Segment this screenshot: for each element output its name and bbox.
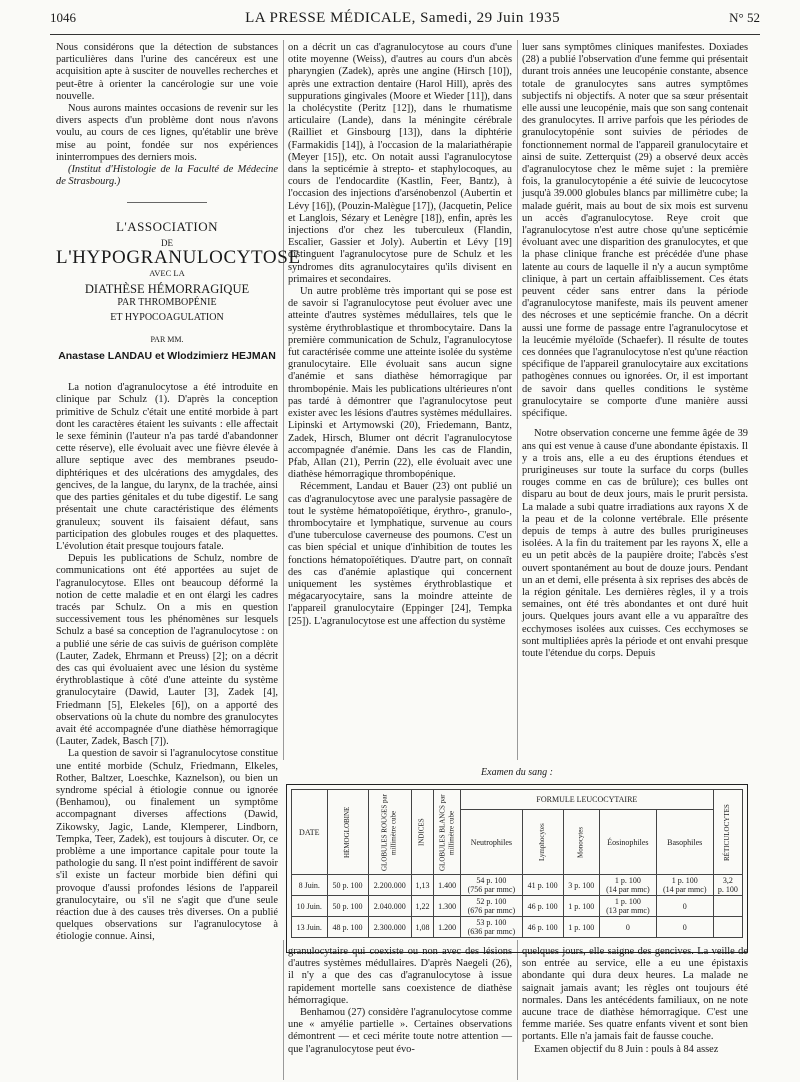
th-globules-blancs: GLOBULES BLANCS par millimètre cube (434, 790, 461, 875)
paragraph: Notre observation concerne une femme âgée de 39 ans qui est venue à cause d'une abondante épistaxis. Il y a trois ans, elle a eu des éruptions étendues et prurigineuses sur toute la surface du corps (bulles rouges comme en cas de brûlure); ces bulles ont disparu au bout de deux jours, mais le prurit persista. La malade a subi quatre irradiations aux rayons X de la peau et de la colonne vertébrale. Elle présente depuis de temps à autre des bulles prurigineuses isolées. A la fin du traitement par les rayons X, elle a eu un petit abcès de la paupière droite; l'abcès s'est ouvert spontanément au bout de douze jours. Pendant un an et demi, elle présenta à six reprises des abcès de la région génitale. Les dernières règles, il y a trois semaines, ont été très abondantes et ont duré huit jours. Quelques jours avant elle a vu apparaître des ecchymoses isolées aux cuisses. Ces ecchymoses se sont multipliées après la période et ont envahi presque toute l'étendue du corps. Depuis (522, 428, 748, 659)
column-2-bottom (288, 946, 512, 1056)
th-lymphocytes: Lymphocytes (522, 810, 563, 875)
column-divider (283, 40, 284, 760)
th-neutrophiles: Neutrophiles (461, 810, 523, 875)
cell-date: 10 Juin. (292, 896, 328, 917)
cell-retic (713, 896, 742, 917)
th-monocytes: Monocytes (563, 810, 599, 875)
paragraph: Un autre problème très important qui se pose est de savoir si l'agranulocytose peut évoluer avec une atteinte d'autres systèmes médullaires, tels que le système érythroblastique et thrombocytaire. Dans la première communication de Schulz, l'agranulocytose fut caractérisée comme une atteinte isolée du système granulocytaire. Elle évoluait sans aucun signe d'anémie et sans diathèse hémorragique par thrombopénie. Mais les publications ultérieures n'ont pas tardé à démontrer que l'agranulocytose peut exister avec les lésions d'autres systèmes médullaires. Lipinski et Artymowski (20), Friedemann, Bantz, Zadek, Hirsch, Blumer ont décrit l'agranulocytose accompagnée d'anémie. Dans les cas de Flandin, Pfab, Allan (21), Perrin (22), elle évoluait avec une diathèse hémorragique thrombopénique. (288, 286, 512, 481)
header-rule (50, 34, 760, 35)
column-divider (517, 940, 518, 1080)
paragraph: La notion d'agranulocytose a été introduite en clinique par Schulz (1). D'après la conception primitive de Schulz c'était une entité morbide à part dont les caractères étaient les suivants : elle affectait le sexe féminin (l'auteur n'a pas tardé d'abandonner cette réserve), elle évoluait avec une fièvre élevée à allure septique avec des membranes pseudo-diphtériques et des ulcérations des amygdales, des gencives, de la langue, du larynx, de la trachée, ainsi que des parties génitales et du tube digestif. Le sang présentait une chute caractéristique des éléments granuleux; souvent ils faisaient défaut, sans participation des globules rouges et des plaquettes. L'évolution était presque toujours fatale. (56, 382, 278, 552)
byline-label: PAR MM. (150, 334, 184, 344)
cell-mono: 1 p. 100 (563, 896, 599, 917)
cell-neutro: 52 p. 100 (676 par mmc) (461, 896, 523, 917)
blood-exam-table (291, 789, 743, 938)
cell-neutro: 54 p. 100 (756 par mmc) (461, 875, 523, 896)
th-indices: INDICES (411, 790, 433, 875)
paragraph: Nous aurons maintes occasions de revenir sur les divers aspects d'un problème dont nous n'avons voulu, au cours de ces lignes, qu'établir une brève mise au point, fondée sur nos expériences ininterrompues des derniers mois. (56, 103, 278, 163)
cell-rouges: 2.300.000 (368, 917, 411, 938)
cell-lympho: 41 p. 100 (522, 875, 563, 896)
title-line: L'HYPOGRANULOCYTOSE (56, 246, 301, 268)
cell-indice: 1,22 (411, 896, 433, 917)
paragraph: La question de savoir si l'agranulocytose constitue une entité morbide (Schulz, Friedmann, Elkeles, Rother, Baltzer, Loeschke, Kaznelson), ou bien un syndrome spécial à étiologie connue ou ignorée (Benhamou), ou finalement un symptôme accompagnant diverses affections (Dawid, Zikowsky, Jagic, Lande, Klemperer, Lindborn, Tempka, Teer, Zadek), est toujours à discuter. Or, ce problème a une importance capitale pour toute la pathologie du sang. Il n'est point indifférent de savoir s'il existe un facteur morbide bien défini qui provoque d'aussi profondes lésions de l'appareil granulocytaire, ou s'il ne s'agit que d'une seule réaction due à des causes très diverses. On a publié quelques observations sur l'agranulocytose à étiologie connue. Ainsi, (56, 748, 278, 943)
cell-eosino: 1 p. 100 (14 par mmc) (599, 875, 656, 896)
paragraph: Examen objectif du 8 Juin : pouls à 84 assez (534, 1043, 719, 1055)
column-1 (56, 42, 301, 944)
cell-eosino: 0 (599, 917, 656, 938)
paragraph: Récemment, Landau et Bauer (23) ont publié un cas d'agranulocytose avec une paralysie passagère de tout le système hématopoïétique, érythro-, granulo-, thrombocytaire et lymphatique, survenue au cours d'une tuberculose caverneuse des poumons. C'est un cas bien spécial et unique d'inhibition de toutes les fonctions hématopoïétiques. D'autre part, on connaît des cas d'anémie aplastique qui concernent uniquement les systèmes érythroblastique et mégacaryocytaire, sans la moindre atteinte de l'appareil granulocytaire (Eppinger [24], Tempka [25]). L'agranulocytose est une affection du système (288, 481, 512, 627)
table-row (292, 917, 743, 938)
cell-baso: 1 p. 100 (14 par mmc) (656, 875, 713, 896)
paragraph: quelques jours, elle saigne des gencives. La veille de son entrée au service, elle a eu une épistaxis abondante qui dura deux heures. La malade ne saignait jamais avant; les règles ont toujours été normales. Dans les antécédents familiaux, on ne note aucune trace de diathèse hémorragique. C'est une femme mariée. Ses quatre enfants vivent et sont bien portants. Elle n'a jamais fait de fausse couche. (522, 946, 748, 1043)
paragraph: luer sans symptômes cliniques manifestes. Doxiades (28) a publié l'observation d'une femme qui présentait durant trois années une leucopénie constante, absence totale de granulocytes sans autres symptômes subjectifs ni objectifs. A noter que sa sœur présentait elle aussi une leucopénie, mais que son sang contenait des granulocytes. Il arrive parfois que les périodes de granulocytopénie sont suivies de périodes de fonctionnement normal de l'appareil granulocytaire et ainsi de suite. Zetterquist (29) a observé deux accès d'agranulocytose chez le même sujet : la première fois, la granulocytopénie a été suivie de leucocytose jusqu'à 39.000 globules blancs par millimètre cube; la malade guérit, mais au bout de six mois est survenu un accès d'agranulocytose. Reye croit que l'agranulocytose n'est autre chose qu'une septicémie évoluant avec une disparition des granulocytes, et que la phase clinique franche est précédée d'une phase latente au cours de laquelle il n'y a aucun symptôme clinique, à part un certain affaiblissement. Ces états peuvent céder sans entrer dans la période d'agranulocytose manifeste, mais ils peuvent amener des nécroses et une septicémie franche. On a décrit aussi une forme de passage entre l'agranulocytose et la leucémie myéloïde (Schaefer). Il résulte de toutes ces données que l'agranulocytose n'est qu'une réaction spécifique de l'appareil granulocytaire aux excitations pathogènes connues ou ignorées. Or, il est important de savoir dans quelles conditions le système granulocytaire se comporte d'une manière aussi spécifique. (522, 42, 748, 420)
cell-mono: 3 p. 100 (563, 875, 599, 896)
cell-rouges: 2.040.000 (368, 896, 411, 917)
title-line: AVEC LA (149, 268, 185, 279)
paragraph: Nous considérons que la détection de substances particulières dans l'urine des cancéreux est une acquisition apte à susciter de nouvelles recherches et peut-être à orienter la cancérologie sur une voie nouvelle. (56, 42, 278, 102)
title-line: L'ASSOCIATION (115, 219, 218, 235)
cell-retic: 3,2 p. 100 (713, 875, 742, 896)
cell-indice: 1,08 (411, 917, 433, 938)
column-divider (283, 940, 284, 1080)
title-line: ET HYPOCOAGULATION (110, 311, 224, 323)
th-reticulocytes: RÉTICULOCYTES (713, 790, 742, 875)
page-number: 1046 (50, 10, 76, 25)
cell-date: 8 Juin. (292, 875, 328, 896)
cell-retic (713, 917, 742, 938)
issue-number: N° 52 (729, 10, 760, 25)
title-line: PAR THROMBOPÉNIE (117, 297, 217, 309)
institute-note: (Institut d'Histologie de la Faculté de Médecine de Strasbourg.) (56, 164, 278, 188)
article-title (56, 219, 301, 363)
cell-baso: 0 (656, 917, 713, 938)
title-line: DE (161, 237, 173, 248)
table-caption: Examen du sang : (481, 767, 553, 778)
column-2 (288, 42, 512, 628)
cell-indice: 1,13 (411, 875, 433, 896)
cell-hemo: 50 p. 100 (327, 896, 368, 917)
cell-neutro: 53 p. 100 (636 par mmc) (461, 917, 523, 938)
cell-eosino: 1 p. 100 (13 par mmc) (599, 896, 656, 917)
th-eosinophiles: Éosinophiles (599, 810, 656, 875)
paragraph: on a décrit un cas d'agranulocytose au cours d'une otite moyenne (Weiss), d'autres au cours d'un abcès pharyngien (Zadek), après une angine (Hirsch [10]), après une extraction dentaire (Harol Hill), après des suppurations gingivales (Moore et Wieder [11]), dans la cholécystite (Peritz [12]), dans le rhumatisme articulaire (Lande), dans la méningite cérébrale (Railliet et Ginsbourg [13]), dans la diphtérie (Farmakidis [14]), à l'occasion de la malariathérapie (Meyer [15]), etc. On notait aussi l'agranulocytose dans la septicémie à strepto- et staphylocoques, au cours de l'endocardite (Kastlin, Feer, Bantz), à l'occasion des injections d'arsénobenzol (Aubertin et Lévy [16]), (Pouzin-Malègue [17]), (Jacquetin, Pelice et Langlois, Sézary et Lenègre [18]), enfin, après les injections d'or chez les tuberculeux (Flandin, Escalier, Gassier et Joly). Aubertin et Lévy [19] distinguent l'agranulocytose pure de Schulz et les syndromes dits agranulocytaires qu'ils divisent en primaires et secondaires. (288, 42, 512, 285)
cell-hemo: 50 p. 100 (327, 875, 368, 896)
cell-baso: 0 (656, 896, 713, 917)
paragraph: Benhamou (27) considère l'agranulocytose comme une « amyélie partielle ». Certaines observations démontrent — et ceci mérite toute notre attention — que l'agranulocytose peut évo- (288, 1007, 512, 1055)
title-line: DIATHÈSE HÉMORRAGIQUE (84, 282, 250, 297)
column-3-bottom (522, 946, 748, 1056)
cell-mono: 1 p. 100 (563, 917, 599, 938)
table-row (292, 875, 743, 896)
section-rule (127, 202, 207, 203)
paragraph: Depuis les publications de Schulz, nombre de communications ont été apportées au sujet de l'agranulocytose. Elles ont beaucoup déformé la notion de cette maladie et en ont élargi les cadres tracés par Schulz. On a mis en question successivement tous les phénomènes sur lesquels Schulz a basé sa conception de l'agranulocytose : on a publié une série de cas suivis de guérison complète (Lauter, Zadek, Ehrmann et Preuss) [2]; on a décrit des cas qui évoluaient avec une lésion du système érythroblastique à côté d'une atteinte du système granulocytaire (Dawid, Lauter [3], Zadek [4], Friedmann [5], Elekeles [6]), on a apporté des observations où la chute du nombre des granulocytes avait été accompagnée d'une diathèse hémorragique (Lauter, Zadek, Basch [7]). (56, 553, 278, 748)
blood-exam-table-block (286, 767, 748, 953)
paragraph: granulocytaire qui coexiste ou non avec des lésions d'autres systèmes médullaires. D'après Naegeli (26), il n'y a que des cas d'agranulocytose à issue rapidement mortelle sans coexistence de diathèse hémorragique. (288, 946, 512, 1006)
cell-blancs: 1.300 (434, 896, 461, 917)
journal-title: LA PRESSE MÉDICALE, Samedi, 29 Juin 1935 (245, 10, 561, 26)
table-row (292, 896, 743, 917)
cell-blancs: 1.200 (434, 917, 461, 938)
th-globules-rouges: GLOBULES ROUGES par millimètre cube (368, 790, 411, 875)
th-hemoglobine: HÉMOGLOBINE (327, 790, 368, 875)
authors: Anastase LANDAU et Wlodzimierz HEJMAN (58, 350, 276, 363)
running-header (50, 10, 760, 34)
column-divider (517, 40, 518, 760)
cell-hemo: 48 p. 100 (327, 917, 368, 938)
th-formule: FORMULE LEUCOCYTAIRE (461, 790, 714, 810)
column-3 (522, 42, 748, 660)
cell-blancs: 1.400 (434, 875, 461, 896)
cell-lympho: 46 p. 100 (522, 896, 563, 917)
cell-date: 13 Juin. (292, 917, 328, 938)
cell-rouges: 2.200.000 (368, 875, 411, 896)
th-date: DATE (292, 790, 328, 875)
th-basophiles: Basophiles (656, 810, 713, 875)
table-frame (286, 784, 748, 953)
cell-lympho: 46 p. 100 (522, 917, 563, 938)
